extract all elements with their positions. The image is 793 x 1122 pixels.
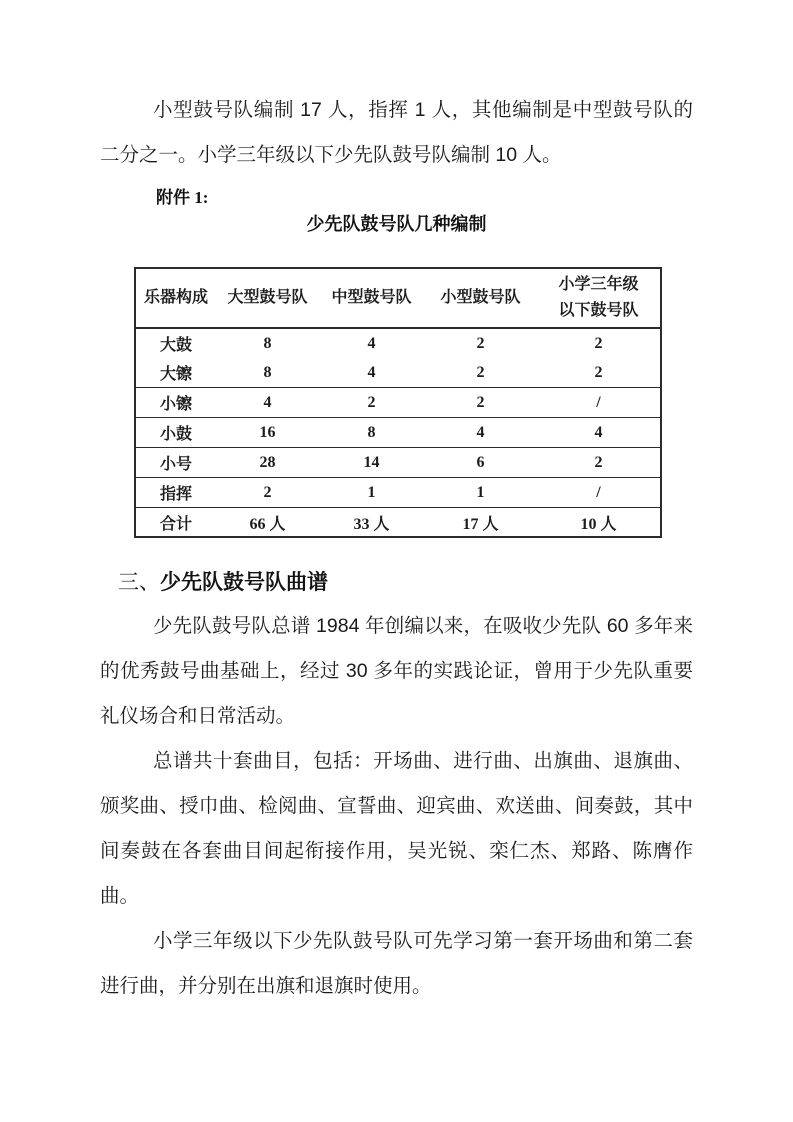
cell-value: 4 xyxy=(319,358,424,388)
table-row xyxy=(135,418,661,448)
section-number: 三、 xyxy=(118,571,160,594)
row-label: 小号 xyxy=(135,448,216,478)
band-composition-table xyxy=(134,267,662,538)
body-paragraphs xyxy=(100,604,693,1009)
row-label: 小鼓 xyxy=(135,418,216,448)
section-title: 少先队鼓号队曲谱 xyxy=(160,571,328,594)
paragraph-repertoire: 总谱共十套曲目，包括：开场曲、进行曲、出旗曲、退旗曲、颁奖曲、授巾曲、检阅曲、宣誓曲、迎宾曲、欢送曲、间奏鼓，其中间奏鼓在各套曲目间起衔接作用，吴光锐、栾仁杰、郑路、陈膺作曲。 xyxy=(100,750,693,907)
cell-value: 10 人 xyxy=(580,515,617,533)
cell-value: 2 xyxy=(319,388,424,418)
table-row xyxy=(135,478,661,508)
row-label: 指挥 xyxy=(135,478,216,508)
attachment-label: 附件 1: xyxy=(156,188,209,207)
cell-value: 16 xyxy=(216,418,319,448)
row-label: 大镲 xyxy=(135,358,216,388)
cell-value: 66 人 xyxy=(249,515,286,533)
cell-value: 33 人 xyxy=(353,515,390,533)
cell-value: 4 xyxy=(216,388,319,418)
cell-value: 2 xyxy=(216,478,319,508)
cell-value: 8 xyxy=(263,334,272,352)
intro-paragraph: 小型鼓号队编制 17 人，指挥 1 人，其他编制是中型鼓号队的二分之一。小学三年级以下少先队鼓号队编制 10 人。 xyxy=(100,99,693,166)
header-below-grade3-band xyxy=(537,268,661,328)
table-row xyxy=(135,328,661,358)
cell-value: 28 xyxy=(216,448,319,478)
cell-value: 1 xyxy=(319,478,424,508)
cell-value: 17 人 xyxy=(462,515,499,533)
cell-value: 2 xyxy=(537,448,661,478)
cell-value: 8 xyxy=(216,358,319,388)
paragraph-history: 少先队鼓号队总谱 1984 年创编以来，在吸收少先队 60 多年来的优秀鼓号曲基础上，经过 30 多年的实践论证，曾用于少先队重要礼仪场合和日常活动。 xyxy=(100,615,693,727)
table-header-row xyxy=(135,268,661,328)
cell-value: 4 xyxy=(367,334,376,352)
cell-value: 14 xyxy=(319,448,424,478)
cell-value: 1 xyxy=(424,478,537,508)
cell-value: 2 xyxy=(424,358,537,388)
header-medium-band: 中型鼓号队 xyxy=(319,268,424,328)
header-instrument: 乐器构成 xyxy=(135,268,216,328)
table-row xyxy=(135,388,661,418)
table-row xyxy=(135,448,661,478)
row-label: 合计 xyxy=(159,515,192,533)
header-below-grade3-line2: 以下鼓号队 xyxy=(558,302,639,319)
cell-value: 2 xyxy=(424,388,537,418)
cell-value: 2 xyxy=(537,358,661,388)
row-label: 小镲 xyxy=(135,388,216,418)
header-large-band: 大型鼓号队 xyxy=(216,268,319,328)
cell-value: 2 xyxy=(476,334,485,352)
cell-value: 4 xyxy=(424,418,537,448)
paragraph-lower-grades: 小学三年级以下少先队鼓号队可先学习第一套开场曲和第二套进行曲，并分别在出旗和退旗时使用。 xyxy=(100,930,693,997)
cell-value: / xyxy=(537,478,661,508)
header-below-grade3-line1: 小学三年级 xyxy=(558,276,639,293)
header-small-band: 小型鼓号队 xyxy=(424,268,537,328)
table-title: 少先队鼓号队几种编制 xyxy=(306,214,487,234)
cell-value: / xyxy=(537,388,661,418)
cell-value: 8 xyxy=(319,418,424,448)
cell-value: 2 xyxy=(594,334,603,352)
table-row-total xyxy=(135,508,661,538)
section-heading xyxy=(118,568,693,598)
table-row xyxy=(135,358,661,388)
cell-value: 4 xyxy=(537,418,661,448)
cell-value: 6 xyxy=(424,448,537,478)
row-label: 大鼓 xyxy=(159,337,192,354)
